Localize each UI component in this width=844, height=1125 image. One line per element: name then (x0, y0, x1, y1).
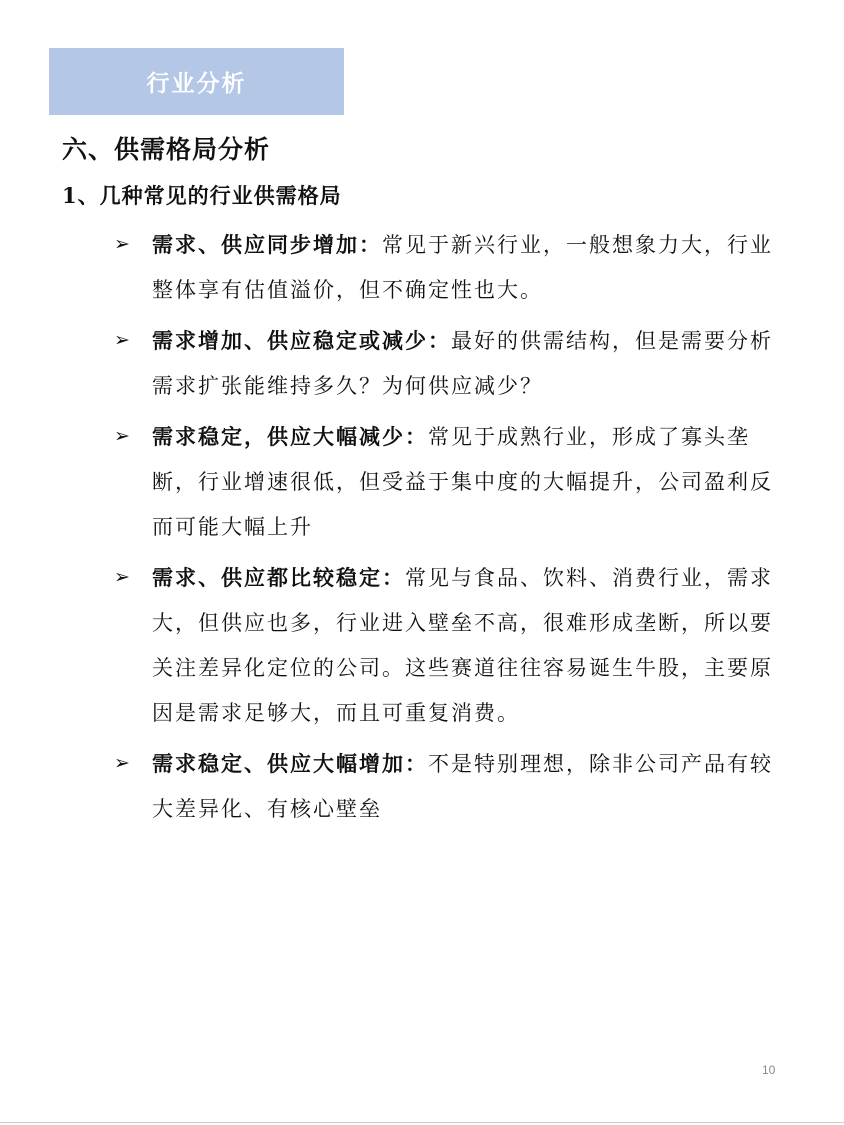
arrow-bullet-icon: ➢ (114, 566, 130, 588)
bullet-text (152, 555, 794, 736)
sub-title: 1、几种常见的行业供需格局 (62, 183, 342, 208)
bullet-body: 常见于成熟行业，形成了寡头垄断，行业增速很低，但受益于集中度的大幅提升，公司盈利反而可能大幅上升 (152, 425, 773, 539)
bullet-text (152, 741, 794, 832)
arrow-bullet-icon: ➢ (114, 329, 130, 351)
arrow-bullet-icon: ➢ (114, 425, 130, 447)
arrow-bullet-icon: ➢ (114, 233, 130, 255)
bullet-list (114, 222, 794, 837)
bullet-lead: 需求、供应同步增加： (152, 232, 382, 257)
bullet-text (152, 318, 794, 409)
bullet-body: 不是特别理想，除非公司产品有较大差异化、有核心壁垒 (152, 752, 773, 821)
header-label: 行业分析 (146, 70, 247, 97)
arrow-bullet-icon: ➢ (114, 752, 130, 774)
bullet-lead: 需求稳定、供应大幅增加： (152, 751, 428, 776)
bullet-item (114, 555, 794, 736)
bullet-text (152, 222, 794, 313)
page-number: 10 (762, 1063, 776, 1077)
section-title: 六、供需格局分析 (62, 135, 271, 164)
header-banner (49, 48, 344, 115)
bullet-text (152, 414, 794, 550)
bullet-item (114, 222, 794, 313)
bullet-lead: 需求、供应都比较稳定： (152, 565, 405, 590)
page-bottom-divider (0, 1122, 844, 1123)
bullet-lead: 需求增加、供应稳定或减少： (152, 328, 451, 353)
bullet-lead: 需求稳定，供应大幅减少： (152, 424, 428, 449)
bullet-item (114, 318, 794, 409)
bullet-item (114, 741, 794, 832)
bullet-body: 最好的供需结构，但是需要分析需求扩张能维持多久？为何供应减少？ (152, 329, 773, 398)
bullet-body: 常见与食品、饮料、消费行业，需求大，但供应也多，行业进入壁垒不高，很难形成垄断，所以要关注差异化定位的公司。这些赛道往往容易诞生牛股，主要原因是需求足够大，而且可重复消费。 (152, 566, 773, 725)
bullet-body: 常见于新兴行业，一般想象力大，行业整体享有估值溢价，但不确定性也大。 (152, 233, 773, 302)
bullet-item (114, 414, 794, 550)
